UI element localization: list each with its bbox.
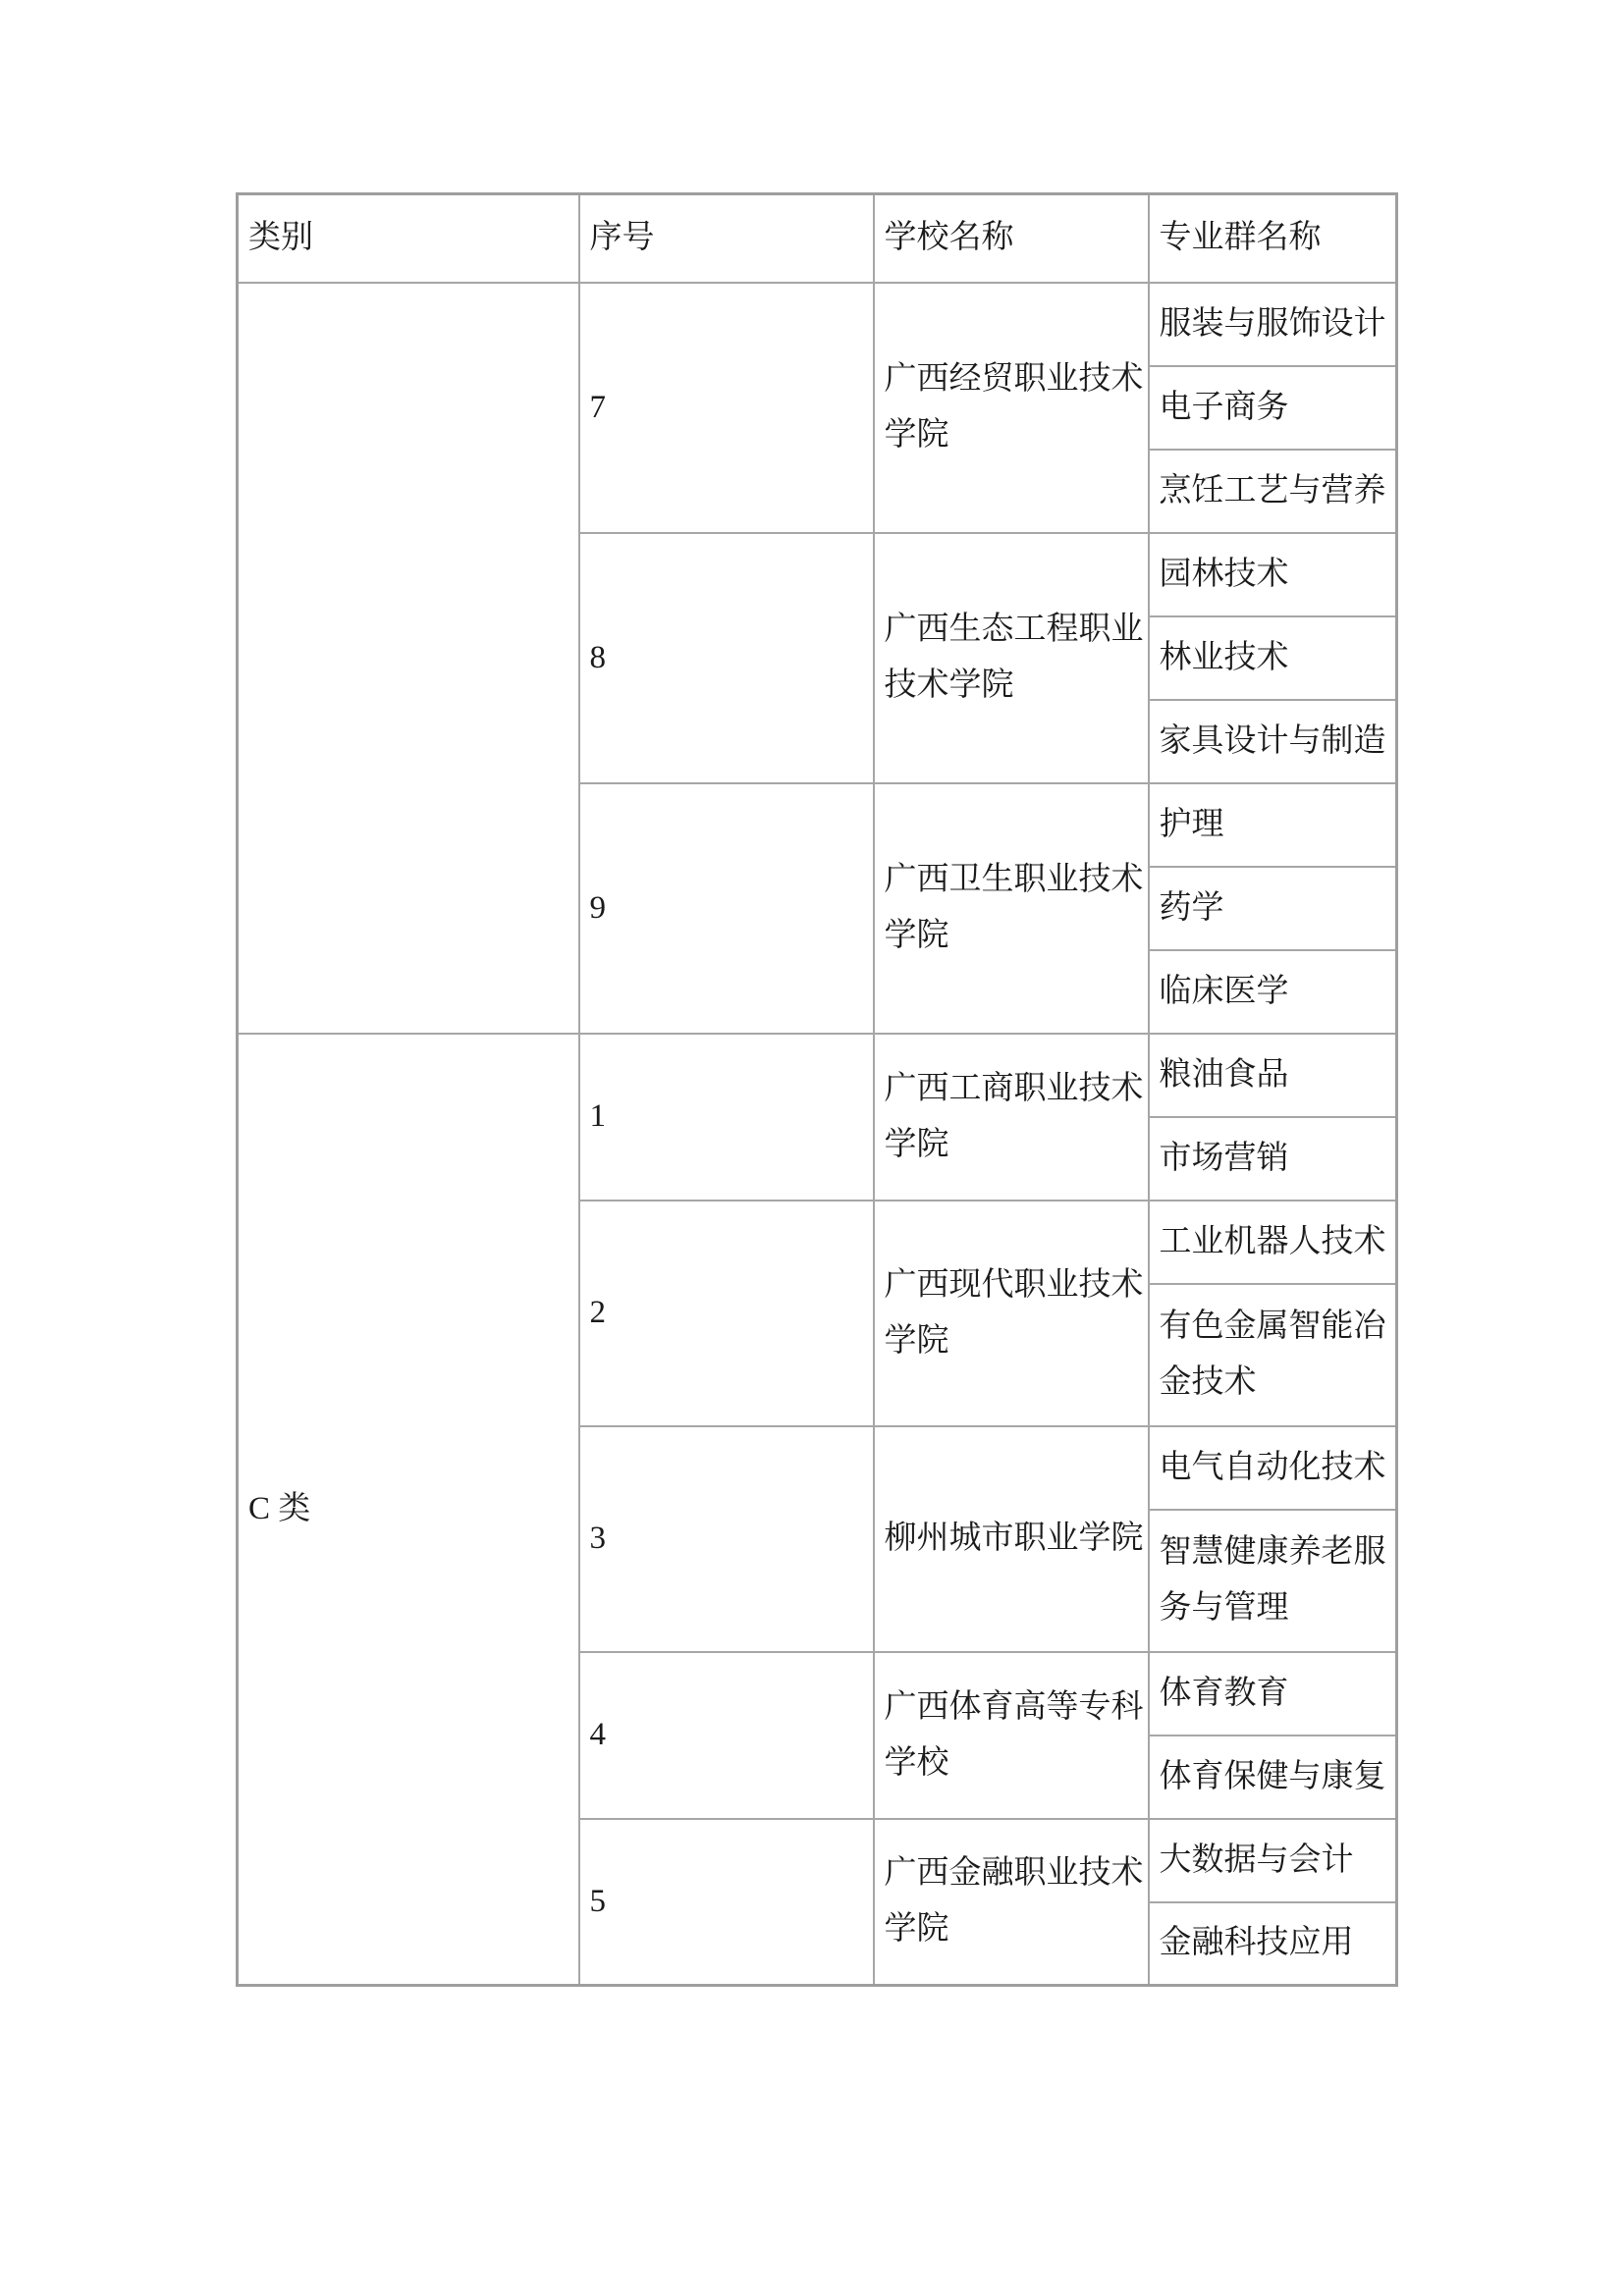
major-group-cell: 服装与服饰设计 [1149, 283, 1397, 366]
serial-number-cell: 7 [579, 283, 874, 533]
major-group-cell: 体育保健与康复 [1149, 1735, 1397, 1819]
school-name-cell: 广西经贸职业技术学院 [874, 283, 1149, 533]
school-name-cell: 广西工商职业技术学院 [874, 1034, 1149, 1201]
table-header-row [238, 194, 1397, 283]
major-group-cell: 临床医学 [1149, 950, 1397, 1034]
major-group-cell: 园林技术 [1149, 533, 1397, 616]
serial-number-cell: 1 [579, 1034, 874, 1201]
major-group-cell: 大数据与会计 [1149, 1819, 1397, 1902]
major-group-cell: 电气自动化技术 [1149, 1426, 1397, 1510]
table-row [238, 1034, 1397, 1117]
major-group-cell: 市场营销 [1149, 1117, 1397, 1201]
serial-number-cell: 8 [579, 533, 874, 783]
serial-number-cell: 4 [579, 1652, 874, 1819]
table-row [238, 283, 1397, 366]
school-name-cell: 柳州城市职业学院 [874, 1426, 1149, 1652]
header-cell-serial: 序号 [579, 194, 874, 283]
major-group-cell: 林业技术 [1149, 616, 1397, 700]
major-group-cell: 智慧健康养老服务与管理 [1149, 1510, 1397, 1652]
header-cell-category: 类别 [238, 194, 579, 283]
school-name-cell: 广西生态工程职业技术学院 [874, 533, 1149, 783]
major-group-cell: 电子商务 [1149, 366, 1397, 450]
major-group-cell: 烹饪工艺与营养 [1149, 450, 1397, 533]
major-group-cell: 药学 [1149, 867, 1397, 950]
serial-number-cell: 2 [579, 1201, 874, 1426]
header-cell-major-group: 专业群名称 [1149, 194, 1397, 283]
school-name-cell: 广西金融职业技术学院 [874, 1819, 1149, 1986]
category-cell: C 类 [238, 1034, 579, 1986]
serial-number-cell: 5 [579, 1819, 874, 1986]
serial-number-cell: 3 [579, 1426, 874, 1652]
college-major-group-table [236, 192, 1398, 1987]
school-name-cell: 广西现代职业技术学院 [874, 1201, 1149, 1426]
major-group-cell: 金融科技应用 [1149, 1902, 1397, 1986]
major-group-cell: 护理 [1149, 783, 1397, 867]
major-group-cell: 体育教育 [1149, 1652, 1397, 1735]
major-group-cell: 家具设计与制造 [1149, 700, 1397, 783]
serial-number-cell: 9 [579, 783, 874, 1034]
school-name-cell: 广西卫生职业技术学院 [874, 783, 1149, 1034]
header-cell-school-name: 学校名称 [874, 194, 1149, 283]
major-group-cell: 工业机器人技术 [1149, 1201, 1397, 1284]
major-group-cell: 粮油食品 [1149, 1034, 1397, 1117]
category-cell [238, 283, 579, 1034]
school-name-cell: 广西体育高等专科学校 [874, 1652, 1149, 1819]
major-group-cell: 有色金属智能冶金技术 [1149, 1284, 1397, 1426]
